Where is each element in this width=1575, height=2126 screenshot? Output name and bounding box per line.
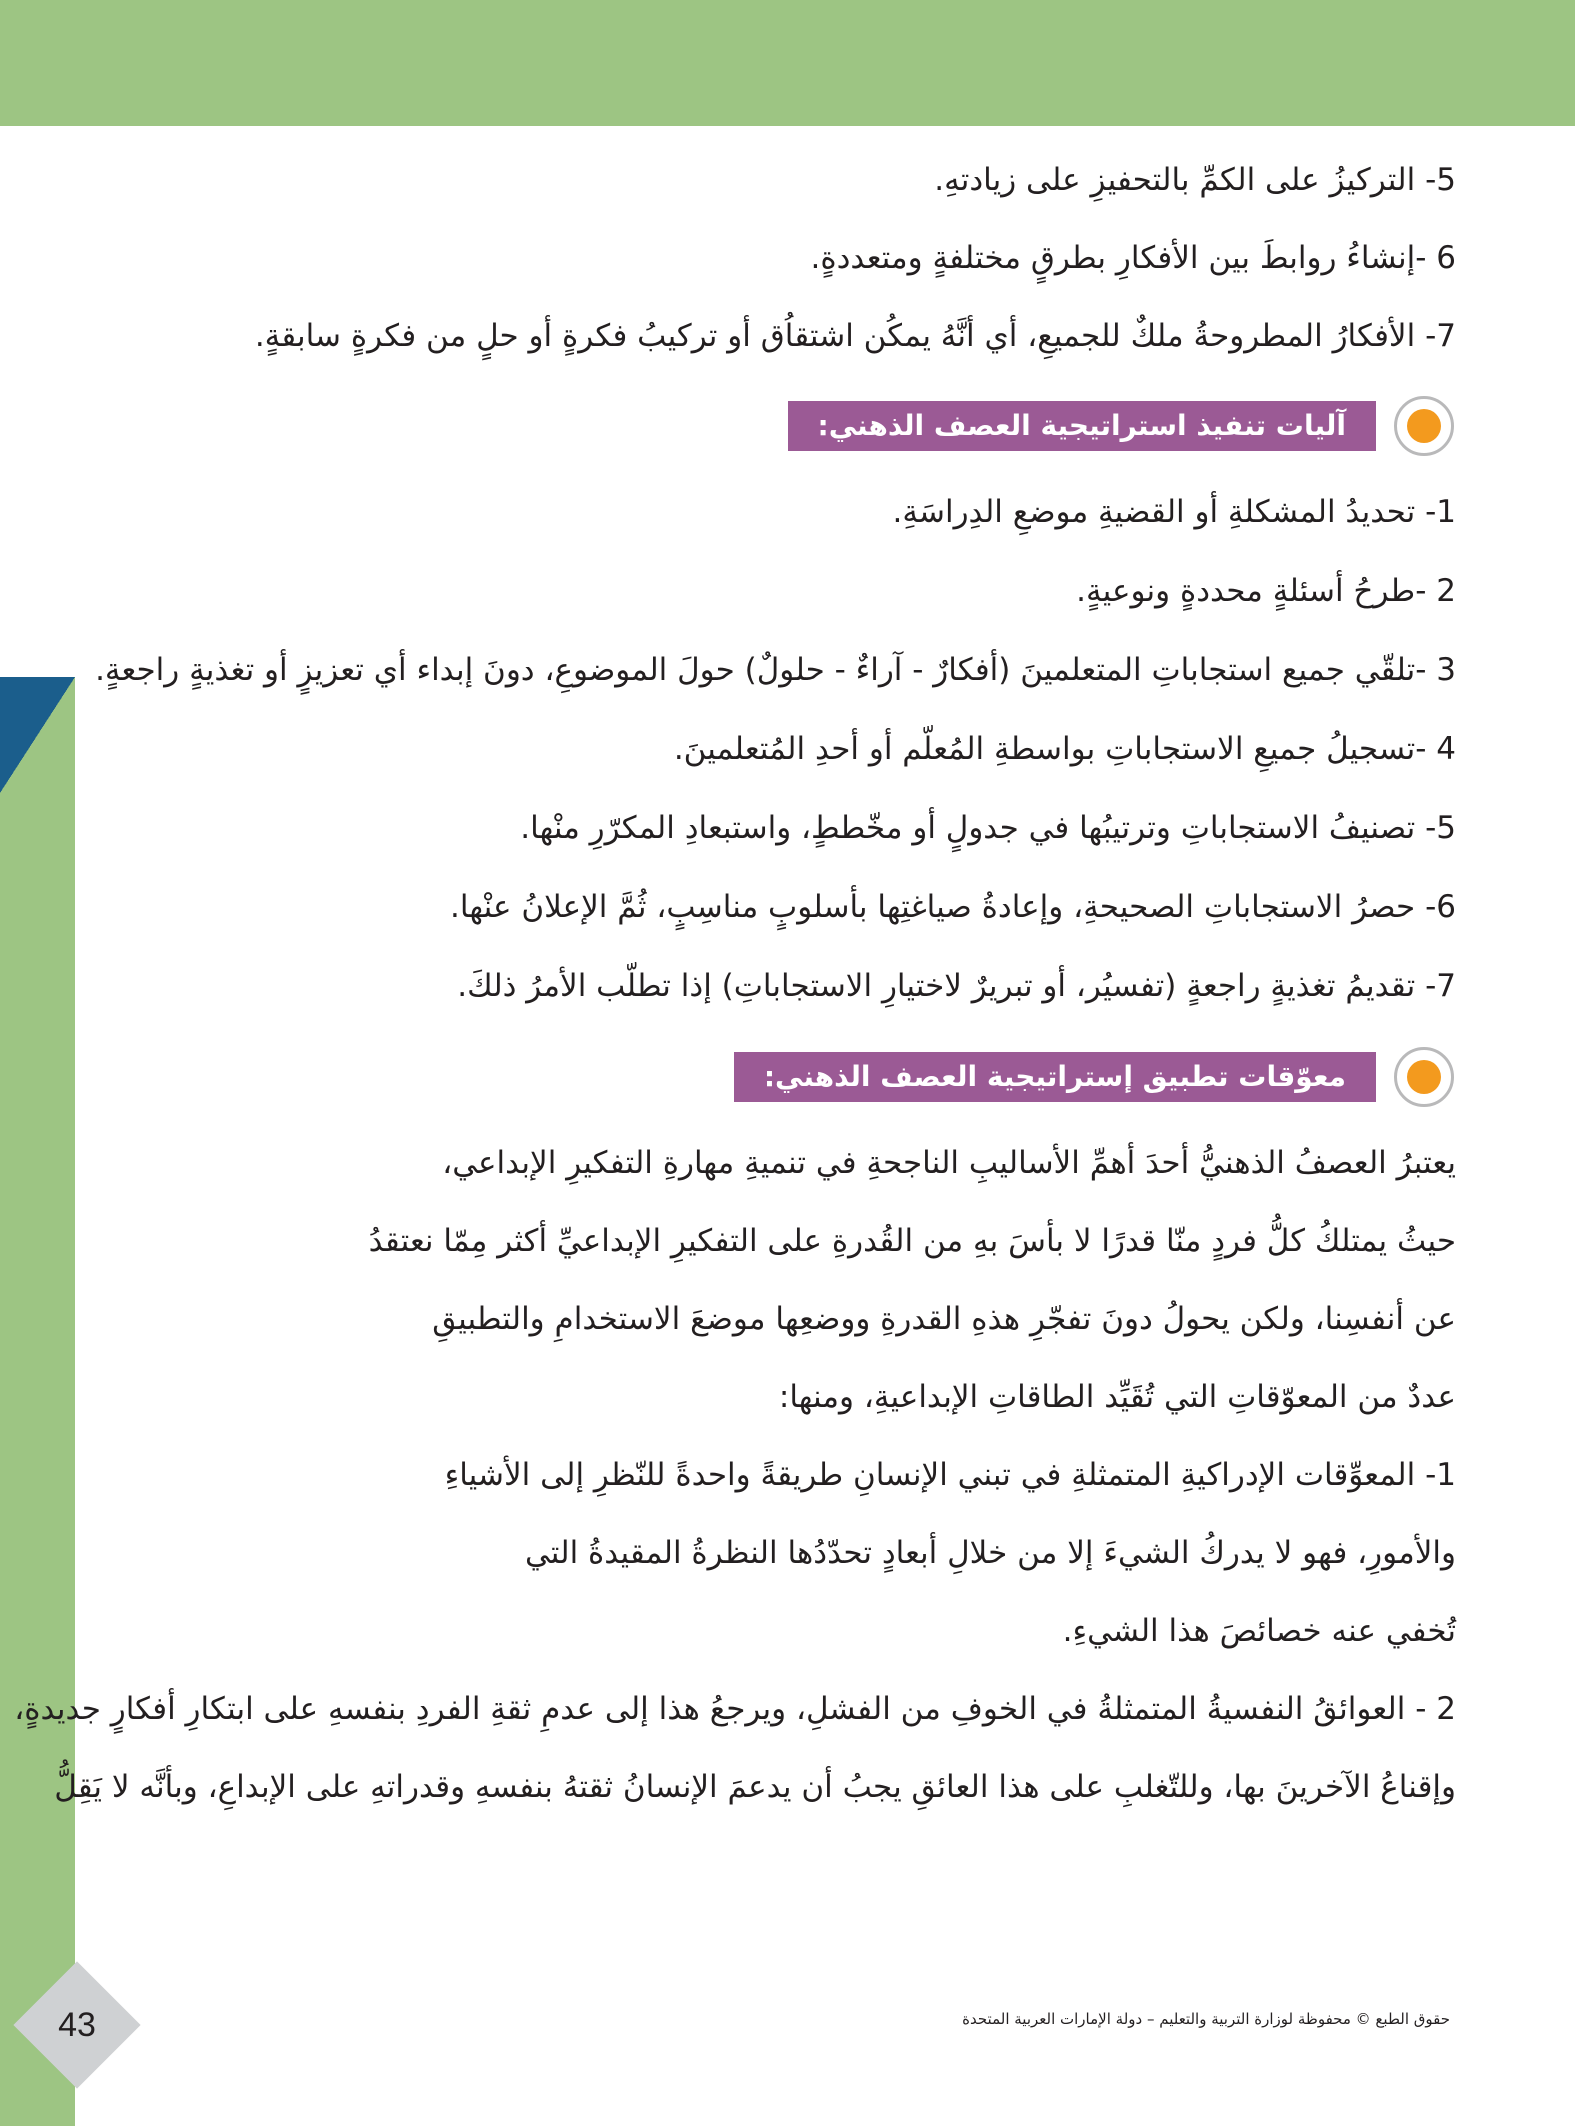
- list-item: 7- تقديمُ تغذيةٍ راجعةٍ (تفسيُر، أو تبريرٌ لاختيارِ الاستجاباتِ) إذا تطلّب الأمرُ ذلكَ.: [457, 968, 1456, 1004]
- paragraph-line: يعتبرُ العصفُ الذهنيُّ أحدَ أهمِّ الأساليبِ الناجحةِ في تنميةِ مهارةِ التفكيرِ الإبداعي،: [442, 1145, 1456, 1181]
- orange-circle-bullet-icon: [1394, 1047, 1454, 1107]
- paragraph-line: 1- المعوِّقات الإدراكيةِ المتمثلةِ في تبني الإنسانِ طريقةً واحدةً للنّظرِ إلى الأشياءِ: [444, 1457, 1456, 1493]
- heading-label: معوّقات تطبيق إستراتيجية العصف الذهني:: [734, 1052, 1376, 1102]
- paragraph-line: عن أنفسِنا، ولكن يحولُ دونَ تفجّرِ هذهِ القدرةِ ووضعِها موضعَ الاستخدامِ والتطبيقِ: [432, 1301, 1456, 1337]
- list-item: 3 -تلقّي جميع استجاباتِ المتعلمينَ (أفكارٌ - آراءٌ - حلولٌ) حولَ الموضوعِ، دونَ إبداء أي تعزيزٍ أو تغذيةٍ راجعةٍ.: [95, 652, 1456, 688]
- obstacles-paragraph: [14, 1143, 1456, 1807]
- paragraph-line: عددٌ من المعوّقاتِ التي تُقَيِّد الطاقاتِ الإبداعيةِ، ومنها:: [778, 1379, 1456, 1415]
- page-number: 43: [58, 2006, 96, 2044]
- copyright-footer: حقوق الطبع © محفوظة لوزارة التربية والتعليم – دولة الإمارات العربية المتحدة: [962, 2010, 1450, 2028]
- list-item: 6- حصرُ الاستجاباتِ الصحيحةِ، وإعادةُ صياغتِها بأسلوبٍ مناسِبٍ، ثُمَّ الإعلانُ عنْها.: [450, 889, 1456, 925]
- list-item: 6 -إنشاءُ روابطَ بين الأفكارِ بطرقٍ مختلفةٍ ومتعددةٍ.: [810, 240, 1456, 276]
- heading-label: آليات تنفيذ استراتيجية العصف الذهني:: [788, 401, 1377, 451]
- paragraph-line: حيثُ يمتلكُ كلُّ فردٍ منّا قدرًا لا بأسَ بهِ من القُدرةِ على التفكيرِ الإبداعيِّ أكثر مِمّا نعتقدُ: [368, 1223, 1456, 1259]
- section-heading-implementation: [160, 394, 1456, 458]
- paragraph-line: 2 - العوائقُ النفسيةُ المتمثلةُ في الخوفِ من الفشلِ، ويرجعُ هذا إلى عدمِ ثقةِ الفردِ بنفسهِ على ابتكارِ أفكارٍ جديدةٍ،: [14, 1691, 1456, 1727]
- implementation-steps-list: [95, 492, 1456, 1006]
- section-heading-obstacles: [160, 1045, 1456, 1109]
- paragraph-line: وإقناعُ الآخرينَ بها، وللتّغلبِ على هذا العائقِ يجبُ أن يدعمَ الإنسانُ ثقتهُ بنفسهِ وقدراتهِ على الإبداعِ، وبأنَّه لا يَقِلُّ: [54, 1769, 1456, 1805]
- list-item: 4 -تسجيلُ جميعِ الاستجاباتِ بواسطةِ المُعلّم أو أحدِ المُتعلمينَ.: [673, 731, 1456, 767]
- list-item: 2 -طرحُ أسئلةٍ محددةٍ ونوعيةٍ.: [1076, 573, 1456, 609]
- list-item: 5- تصنيفُ الاستجاباتِ وترتيبُها في جدولٍ أو مخّططٍ، واستبعادِ المكرّرِ منْها.: [520, 810, 1456, 846]
- side-blue-tab: [0, 677, 75, 793]
- principles-list: [160, 160, 1456, 356]
- list-item: 5- التركيزُ على الكمِّ بالتحفيزِ على زيادتهِ.: [934, 162, 1456, 198]
- page-content: [14, 160, 1456, 1845]
- orange-circle-bullet-icon: [1394, 396, 1454, 456]
- list-item: 1- تحديدُ المشكلةِ أو القضيةِ موضعِ الدِراسَةِ.: [892, 494, 1456, 530]
- side-color-band: [0, 677, 75, 2126]
- paragraph-line: تُخفي عنه خصائصَ هذا الشيءِ.: [1062, 1613, 1456, 1649]
- paragraph-line: والأمورِ، فهو لا يدركُ الشيءَ إلا من خلالِ أبعادٍ تحدّدُها النظرةُ المقيدةُ التي: [524, 1535, 1456, 1571]
- top-color-band: [0, 0, 1575, 126]
- list-item: 7- الأفكارُ المطروحةُ ملكٌ للجميعِ، أي أنَّهُ يمكُن اشتقاُق أو تركيبُ فكرةٍ أو حلٍ من فكرةٍ سابقةٍ.: [254, 318, 1456, 354]
